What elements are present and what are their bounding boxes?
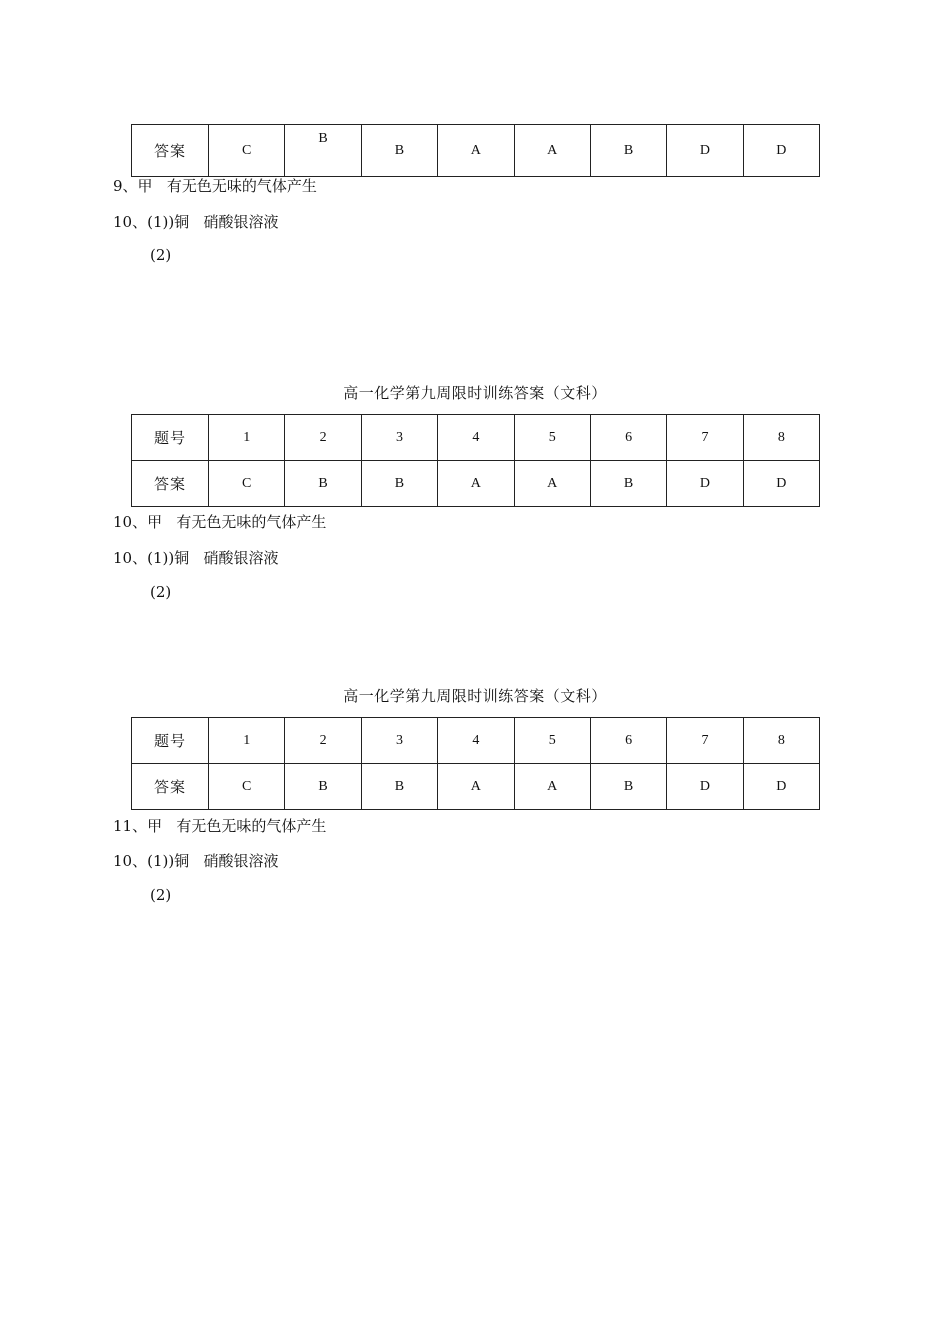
answer-cell: D — [743, 125, 819, 177]
question-number-cell: 6 — [590, 415, 666, 461]
section-title: 高一化学第九周限时训练答案（文科） — [343, 384, 607, 402]
answers-row — [132, 125, 820, 177]
question-number-cell: 1 — [209, 415, 285, 461]
answer-cell: C — [209, 764, 285, 810]
answer-cell: B — [361, 461, 437, 507]
answer-cell: A — [438, 125, 514, 177]
answers-row-label: 答案 — [132, 461, 209, 507]
answer-cell: B — [285, 461, 361, 507]
answer-cell: B — [361, 764, 437, 810]
answer-cell: B — [590, 461, 666, 507]
answer-cell: A — [514, 125, 590, 177]
question-number-cell: 4 — [438, 415, 514, 461]
question-number-cell: 5 — [514, 415, 590, 461]
answer-line-first: 11、甲 有无色无味的气体产生 — [113, 817, 327, 835]
answer-cell: B — [285, 764, 361, 810]
answer-table-2 — [131, 414, 820, 507]
answer-cell: A — [438, 764, 514, 810]
answer-line-10-part2: (2) — [150, 246, 172, 264]
answer-table-3 — [131, 717, 820, 810]
question-number-cell: 5 — [514, 718, 590, 764]
answer-cell: A — [514, 764, 590, 810]
answer-cell: D — [667, 764, 743, 810]
answer-line-10: 10、(1))铜 硝酸银溶液 — [113, 213, 279, 231]
answer-line-first: 10、甲 有无色无味的气体产生 — [113, 513, 327, 531]
answer-cell: B — [590, 125, 666, 177]
answer-cell: D — [667, 125, 743, 177]
question-number-cell: 8 — [743, 718, 819, 764]
answer-cell: C — [209, 461, 285, 507]
section-title: 高一化学第九周限时训练答案（文科） — [343, 687, 607, 705]
question-number-row — [132, 718, 820, 764]
answer-table-1 — [131, 124, 820, 177]
question-number-cell: 3 — [361, 718, 437, 764]
answer-line-9: 9、甲 有无色无味的气体产生 — [113, 177, 317, 195]
answer-cell: C — [209, 125, 285, 177]
question-number-cell: 1 — [209, 718, 285, 764]
answers-row-label: 答案 — [132, 764, 209, 810]
question-number-cell: 2 — [285, 718, 361, 764]
answer-cell: B — [361, 125, 437, 177]
answer-cell: D — [667, 461, 743, 507]
answer-cell: A — [438, 461, 514, 507]
question-number-cell: 6 — [590, 718, 666, 764]
answer-line-second-part2: (2) — [150, 583, 172, 601]
answer-cell: B — [590, 764, 666, 810]
answer-cell: A — [514, 461, 590, 507]
answers-row — [132, 764, 820, 810]
answer-line-second-part2: (2) — [150, 886, 172, 904]
answers-row — [132, 461, 820, 507]
question-number-cell: 7 — [667, 718, 743, 764]
question-number-cell: 2 — [285, 415, 361, 461]
question-number-cell: 3 — [361, 415, 437, 461]
answer-cell: D — [743, 764, 819, 810]
question-number-cell: 4 — [438, 718, 514, 764]
answer-line-second: 10、(1))铜 硝酸银溶液 — [113, 852, 279, 870]
answer-cell: D — [743, 461, 819, 507]
answers-row-label: 答案 — [132, 125, 209, 177]
answer-cell: B — [285, 125, 361, 177]
question-number-label: 题号 — [132, 718, 209, 764]
question-number-cell: 8 — [743, 415, 819, 461]
question-number-cell: 7 — [667, 415, 743, 461]
question-number-label: 题号 — [132, 415, 209, 461]
question-number-row — [132, 415, 820, 461]
answer-line-second: 10、(1))铜 硝酸银溶液 — [113, 549, 279, 567]
